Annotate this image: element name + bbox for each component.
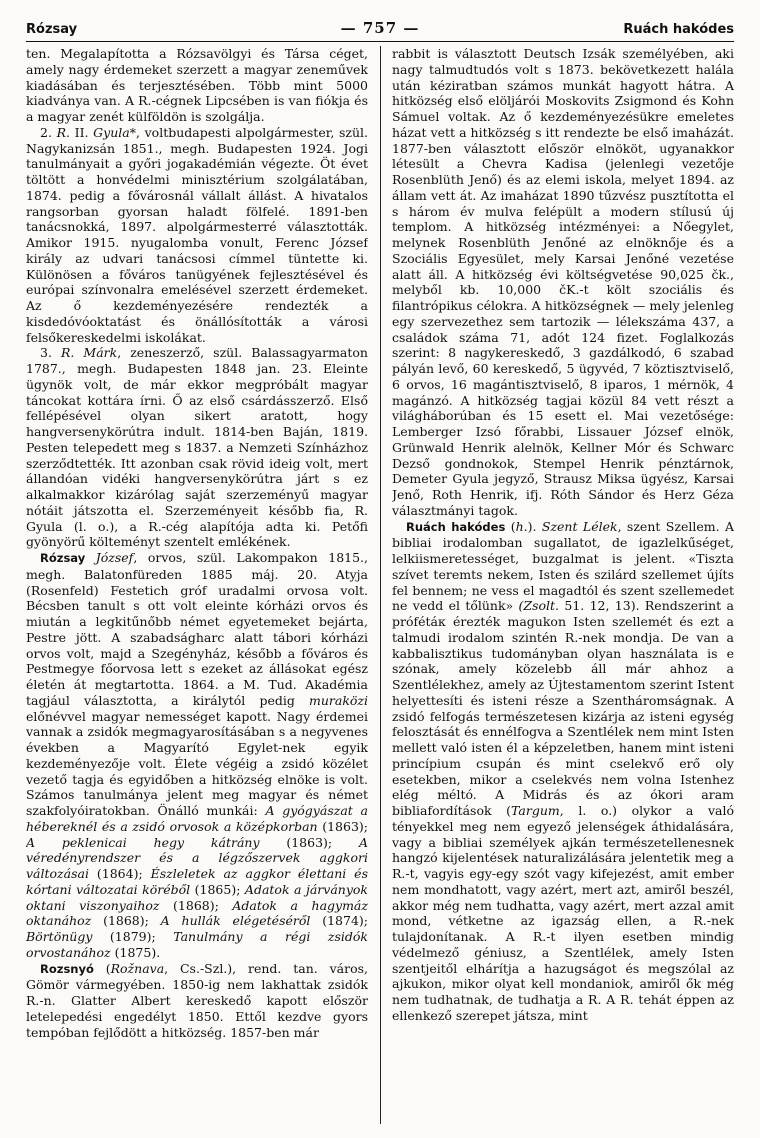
text-run: (1868); [159, 897, 233, 913]
text-run: (1864); [88, 866, 151, 881]
text-run: 3. [40, 345, 61, 361]
page-header [26, 16, 734, 42]
text-run: (1868); [91, 913, 161, 929]
italic-text: Rožnava [110, 960, 165, 976]
italic-text: A gyógyászat a hébereknél és a zsidó orvosok a középkorban [26, 803, 368, 834]
italic-text: (Zsolt. [518, 598, 560, 614]
text-run: (1879); [92, 929, 174, 944]
header-right-guideword: Ruách hakódes [623, 22, 734, 37]
italic-text: Börtönügy [26, 929, 93, 944]
paragraph [26, 345, 368, 550]
text-run: rabbit is választott Deutsch Izsák személyében, aki nagy talmudtudós volt s 1873. bekövetkezett halála után kéziratban számos munkát hagyott hátra. A hitközség első elöljárói Moskovits Zsigmond és Kohn Sámuel voltak. Az ő kezdeményezésükre emeletes házat vett a hitközség s itt rendezte be első imaházát. 1877-ben választott először elnököt, ugyanakkor létesült a Chevra Kadisa (jelenlegi vezetője Rosenblüth Jenő) és az elemi iskola, melyet 1894. az állam vett át. Az imaházat 1890 tűzvész pusztította el s három év mulva felépült a modern stílusú új templom. A hitközség intézményei: a Nőegylet, melynek Rosenblüth Jenőné az elnöknője és a Szociális Egyesület, mely Karsai Jenőné vezetése alatt áll. A hitközség évi költségvetése 90,025 čk., melyből kb. 10,000 čK.-t költ szociális és filantrópikus célokra. A hitközségnek — mely jelenleg egy szervezethez sem tartozik — lélekszáma 437, a családok száma 71, adót 124 fizet. Foglalkozás szerint: 8 nagykereskedő, 3 gazdálkodó, 6 szabad pályán levő, 60 kereskedő, 5 ügyvéd, 7 köztisztviselő, 6 orvos, 16 magántisztviselő, 8 iparos, 1 mérnök, 4 magánzó. A hitközség tagjai közül 84 vett részt a világháborúban és 15 esett el. Mai vezetősége: Lemberger Izsó főrabbi, Lissauer József elnök, Grünwald Henrik alelnök, Kellner Mór és Schwarc Dezső gondnokok, Stempel Henrik pénztárnok, Demeter Gyula jegyző, Strausz Miksa ügyész, Karsai Jenő, Roth Henrik, ifj. Róth Sándor és Herz Géza választmányi tagok. [392, 46, 734, 518]
paragraph [392, 519, 734, 1024]
text-run [85, 550, 96, 565]
italic-text: h. [515, 518, 528, 534]
text-run: , l. o.) olykor a való tényekkel meg nem egyező jelenségek áthidalására, vagy a bibliai személyek ajkán természetellenesnek hangzó kijelentések naturalizálására jelentetik meg a R.-t, vagyis egy-egy szót vagy kifejezést, amit ember nem mondhatott, vagy azért, mert azt, amiről beszél, akkor még nem tudhatta, vagy azért, mert azzal amit mond, vétketne az igazság ellen, a R.-nek tulajdonítanak. A R.-t ilyen esetben mindig védelmező géniusz, a Szentlélek, amely Isten szentjeitől elhárítja a hazugságot és megszólal az ajkukon, mikor olyat kell mondaniok, amiről ők még nem tudhatnak, de tudhatja a R. A R. tehát éppen az ellenkező szerepet játsza, mint [392, 803, 734, 1023]
paragraph [26, 125, 368, 346]
italic-text: A véredényrendszer és a légzőszervek aggkori változásai [26, 834, 368, 881]
italic-text: Észleletek az aggkor élettani és kórtani változatai köréből [26, 866, 368, 897]
header-left-guideword: Rózsay [26, 22, 78, 37]
text-run: , orvos, szül. Lakompakon 1815., megh. Balatonfüreden 1885 máj. 20. Atyja (Rosenfeld) Festetich gróf uradalmi orvosa volt. Bécsben tanult s ott volt eleinte kórházi orvos és miután a legkitűnőbb német egyetemeket bejárta, Pestre jött. A szabadságharc alatt tábori kórházi orvos volt, majd a Szegényház, később a főváros és Pestmegye főorvosa lett s ezeket az állásokat egész életén át megtartotta. 1864. a M. Tud. Akadémia tagjául választotta, a királytól pedig [26, 550, 368, 708]
italic-text: Gyula* [93, 124, 136, 140]
italic-text: A hullák elégetéséről [160, 913, 311, 929]
text-run: ten. Megalapította a Rózsavölgyi és Társa céget, amely nagy érdemeket szerzett a magyar zeneművek kiadásában és terjesztésében. Több mint 5000 kiadványa van. A R.-cégnek Lipcsében is van fiókja és a magyar zenét külföldön is szolgálja. [26, 46, 368, 124]
page-number: — 757 — [340, 19, 420, 37]
text-run: , zeneszerző, szül. Balassagyarmaton 1787., megh. Budapesten 1848 jan. 23. Eleinte ügynök volt, de már ekkor megpróbált magyar táncokat kottára írni. Ő az első csárdásszerző. Első fellépésével olyan sikert aratott, hogy hangversenykörútra indult. 1814-ben Baján, 1819. Pesten telepedett meg s 1837. a Nemzeti Színházhoz szerződtették. Itt azonban csak rövid ideig volt, mert állandóan vidéki hangversenykörútra járt s ez alkalmakkor kizárólag saját szerzeményű magyar nótáit játszotta el. Szerzeményeit később fia, R. Gyula (l. o.), a R.-cég alapítója adta ki. Petőfi gyönyörű költeményt szentelt emlékének. [26, 345, 368, 550]
italic-text: Adatok a járványok oktani viszonyaihoz [26, 881, 368, 913]
text-run: (1874); [310, 913, 368, 929]
italic-text: Szent Lélek [541, 518, 618, 534]
entry-headword: Rozsnyó [40, 961, 94, 976]
paragraph [26, 550, 368, 961]
entry-headword: Ruách hakódes [406, 519, 506, 534]
text-run: előnévvel magyar nemességet kapott. Nagy érdemei vannak a zsidók megmagyarosításában s a negyvenes években a Magyarító Egylet-nek egyik kezdeményezője volt. Élete végéig a zsidó közélet vezető tagja és egyidőben a hitközség elnöke is volt. Számos tanulmánya jelent meg magyar és német szakfolyóiratokban. Önálló munkái: [26, 708, 368, 818]
paragraph [26, 961, 368, 1041]
italic-text: Targum [511, 803, 560, 818]
text-run: ( [505, 518, 516, 534]
italic-text: Adatok a hagymáz oktanához [26, 897, 368, 929]
text-run: ). [527, 518, 542, 534]
column-divider [380, 46, 381, 1124]
text-run: II. [69, 124, 94, 140]
text-run: ( [93, 960, 111, 976]
text-run: (1875). [110, 944, 161, 960]
paragraph [26, 46, 368, 125]
italic-text: József [95, 550, 134, 565]
text-run: , voltbudapesti alpolgármester, szül. Nagykanizsán 1851., megh. Budapesten 1924. Jogi tanulmányait a győri jogakadémián végezte. Öt évet töltött a honvédelmi minisztérium szolgálatában, 1874. pedig a fővárosnál vállalt állást. A hivatalos rangsorban gyorsan haladt fölfelé. 1891-ben tanácsnokká, 1897. alpolgármesterré választották. Amikor 1915. nyugalomba vonult, Ferenc József király az udvari tanácsosi címmel tüntette ki. Különösen a főváros tanügyének fejlesztésével és európai színvonalra emelésével szerzett érdemeket. Az ő kezdeményezésére rendezték a kisdedóvóoktatást és önállósították a városi felsőkereskedelmi iskolákat. [26, 124, 368, 345]
text-run: (1863); [259, 834, 359, 850]
text-run: , Cs.-Szl.), rend. tan. város, Gömör vármegyében. 1850-ig nem lakhattak zsidók R.-n. Glatter Albert kereskedő kapott először letelepedési engedélyt 1850. Ettől kezdve gyors tempóban fejlődött a hitközség. 1857-ben már [26, 960, 368, 1040]
header-rule [26, 41, 734, 42]
entry-headword: Rózsay [40, 551, 86, 565]
italic-text: A peklenicai hegy kátrány [26, 834, 260, 850]
text-run: , szent Szellem. A bibliai irodalomban sugallatot, de igazlelkűséget, lelkiismeretességet, buzgalmat is jelent. «Tiszta szívet teremts nekem, Isten és szilárd szellemet újíts fel bennem; ne vess el magadtól és szent szellemedet ne vedd el tőlünk» [392, 518, 734, 614]
right-column [392, 46, 734, 1126]
text-run: 2. [40, 124, 57, 140]
paragraph [392, 46, 734, 519]
italic-text: Tanulmány a régi zsidók orvostanához [26, 929, 368, 960]
italic-text: muraközi [308, 692, 368, 708]
text-run: (1863); [317, 818, 368, 834]
text-run: (1865); [190, 881, 245, 897]
italic-text: R. Márk [60, 345, 118, 361]
left-column [26, 46, 368, 1126]
italic-text: R. [56, 124, 70, 140]
text-run: 51. 12, 13). Rendszerint a prófétáк érezték magukon Isten szellemét és ezt a talmudi irodalom szintén R.-nek mondja. De van a kabbalisztikus tudományban olyan használata is e szónak, amely közelebb áll már ahhoz a Szentlélekhez, amely az Újtestamentom szerint Istent helyettesíti és isteni része a Szentháromságnak. A zsidó felfogás természetesen kizárja az isteni egység felosztását és ennélfogva a Szentlélek nem mint Isten mellett való isten él a képzeletben, hanem mint isteni princípium csupán és mint cselekvő erő oly esetekben, mikor a cselekvés nem volna Istenhez elég méltó. A Midrás és az ókori aram bibliafordítások ( [392, 598, 734, 818]
